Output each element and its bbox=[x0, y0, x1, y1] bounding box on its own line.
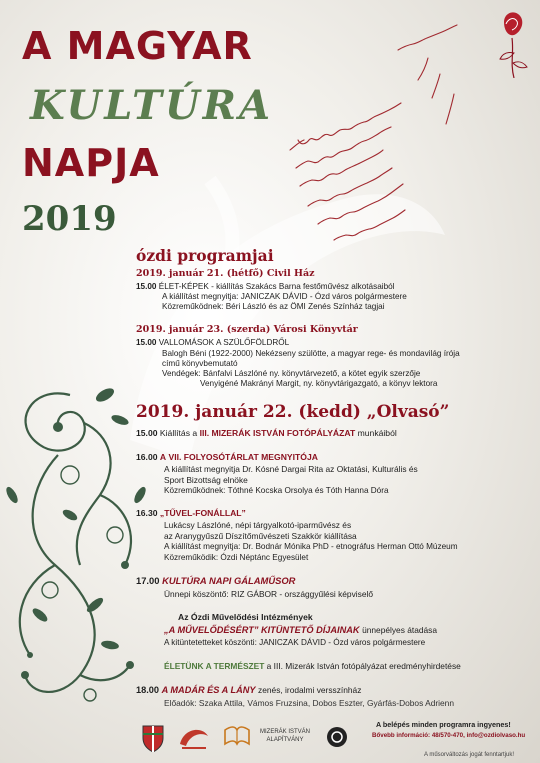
s3-line4: Közreműködik: Ózdi Néptánc Egyesület bbox=[164, 553, 309, 562]
s2-title: VII. FOLYOSÓTÁRLAT MEGNYITÓJA bbox=[168, 452, 318, 462]
s2-line2: Sport Bizottság elnöke bbox=[164, 475, 248, 485]
s6-em: ÉLETÜNK A TERMÉSZET bbox=[164, 661, 265, 671]
s7-post: zenés, irodalmi versszínház bbox=[258, 685, 362, 695]
s3-line2: az Aranygyűszű Díszítőművészeti Szakkör kiállítása bbox=[164, 531, 357, 541]
main-header: 2019. január 22. (kedd) „Olvasó” bbox=[136, 402, 450, 422]
s2-time: 16.00 bbox=[136, 452, 158, 462]
s1-time: 15.00 bbox=[136, 428, 158, 438]
rose-icon bbox=[494, 8, 532, 78]
jan21-line1-text: ÉLET-KÉPEK - kiállítás Szakács Barna festőművész alkotásaiból bbox=[158, 282, 395, 291]
title-line1: A MAGYAR bbox=[22, 24, 253, 68]
s7-title-line bbox=[136, 685, 361, 695]
folk-ornament-image bbox=[0, 375, 165, 705]
s4-title: KULTÚRA NAPI GÁLAMŰSOR bbox=[162, 575, 296, 586]
s1-pre: Kiállítás a bbox=[159, 428, 198, 438]
foundation-logo bbox=[260, 728, 310, 744]
s3-time: 16.30 bbox=[136, 508, 158, 518]
book-logo bbox=[222, 722, 252, 752]
footer-rights: A műsorváltozás jogát fenntartjuk! bbox=[424, 752, 515, 758]
s3-title: „TŰVEL-FONÁLLAL” bbox=[159, 508, 246, 518]
jan23-line4: Vendégek: Bánfalvi Lászlóné ny. könyvtárvezető, a kötet egyik szerzője bbox=[162, 369, 421, 378]
title-year: 2019 bbox=[22, 199, 117, 239]
s4-line1: Ünnepi köszöntő: RIZ GÁBOR - országgyűlési képviselő bbox=[164, 589, 373, 599]
subtitle: ózdi programjai bbox=[136, 246, 274, 265]
s2-line3: Közreműködnek: Tóthné Kocska Orsolya és Tóth Hanna Dóra bbox=[164, 486, 389, 495]
s5-title-line bbox=[164, 625, 437, 635]
logo-row bbox=[140, 722, 370, 754]
s7-line1: Előadók: Szaka Attila, Vámos Fruzsina, Dobos Eszter, Gyárfás-Dobos Adrienn bbox=[164, 698, 455, 708]
foundation-line1: MIZERÁK ISTVÁN bbox=[260, 729, 311, 735]
s5-line1: Az Ózdi Művelődési Intézmények bbox=[178, 612, 313, 622]
s3-line1: Lukácsy Lászlóné, népi tárgyalkotó-iparművész és bbox=[164, 520, 352, 530]
jan23-line5: Venyigéné Makrányi Margit, ny. könyvtárigazgató, a könyv lektora bbox=[200, 379, 438, 388]
jan21-line3: Közreműködnek: Béri László és az ÖMI Zenés Színház tagjai bbox=[162, 302, 385, 311]
s5-title-post: ünnepélyes átadása bbox=[362, 625, 438, 635]
jan23-line1 bbox=[136, 338, 289, 348]
s6-post: a III. Mizerák István fotópályázat eredményhirdetése bbox=[266, 661, 461, 671]
jan21-line1 bbox=[136, 282, 395, 292]
jan21-time: 15.00 bbox=[136, 282, 157, 291]
s7-title: A MADÁR ÉS A LÁNY bbox=[161, 685, 256, 695]
s2-pre: A bbox=[159, 452, 167, 462]
foundation-line2: ALAPÍTVÁNY bbox=[266, 737, 304, 743]
jan23-header: 2019. január 23. (szerda) Városi Könyvtár bbox=[136, 324, 358, 335]
footer-info: Bővebb információ: 48/570-470, info@ozdiolvaso.hu bbox=[372, 732, 526, 739]
jan23-line2: Balogh Béni (1922-2000) Nekézseny szülötte, a magyar rege- és mondavilág írója bbox=[162, 349, 460, 358]
s1-line bbox=[136, 428, 397, 438]
camera-aperture-logo bbox=[326, 726, 348, 748]
jan21-header: 2019. január 21. (hétfő) Civil Ház bbox=[136, 268, 315, 279]
s1-post: munkáiból bbox=[357, 428, 397, 438]
jan23-time: 15.00 bbox=[136, 338, 157, 347]
jan21-line2: A kiállítást megnyitja: JANICZAK DÁVID - Ózd város polgármestere bbox=[162, 292, 407, 301]
s6-line bbox=[164, 661, 461, 671]
handwritten-poem-image bbox=[278, 10, 488, 250]
s4-time: 17.00 bbox=[136, 575, 160, 586]
title-line2: KULTÚRA bbox=[30, 82, 274, 129]
footer-free: A belépés minden programra ingyenes! bbox=[376, 720, 511, 729]
jan23-line3: című könyvbemutató bbox=[162, 359, 238, 368]
s1-em: III. MIZERÁK ISTVÁN FOTÓPÁLYÁZAT bbox=[199, 428, 356, 438]
s7-time: 18.00 bbox=[136, 685, 159, 695]
s5-line2: A kitüntetetteket köszönti: JANICZAK DÁVID - Ózd város polgármestere bbox=[164, 638, 426, 647]
s3-line3: A kiállítást megnyitja: Dr. Bodnár Mónika PhD - etnográfus Herman Ottó Múzeum bbox=[164, 542, 458, 551]
title-line3: NAPJA bbox=[22, 141, 160, 185]
s5-title: „A MŰVELŐDÉSÉRT” KITÜNTETŐ DÍJAINAK bbox=[164, 625, 360, 635]
jan23-line1-text: VALLOMÁSOK A SZÜLŐFÖLDRŐL bbox=[158, 338, 290, 347]
red-swirl-logo bbox=[176, 722, 212, 752]
coat-of-arms-logo bbox=[140, 722, 166, 752]
s2-line1: A kiállítást megnyitja Dr. Kósné Dargai Rita az Oktatási, Kulturális és bbox=[164, 464, 418, 474]
